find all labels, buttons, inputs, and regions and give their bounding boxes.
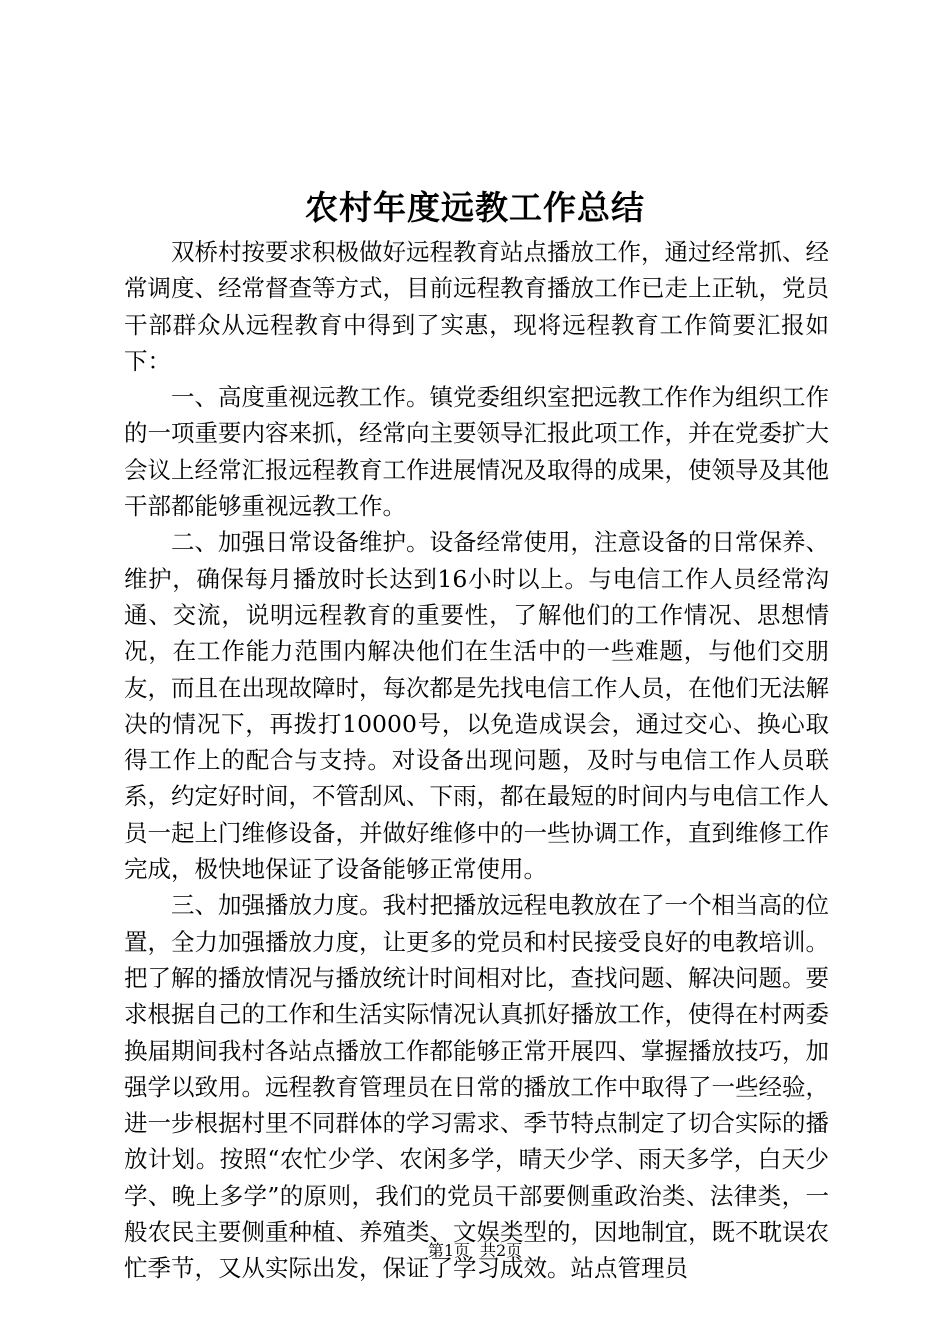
paragraph-section-1: 一、高度重视远教工作。镇党委组织室把远教工作作为组织工作的一项重要内容来抓，经常向主要领导汇报此项工作，并在党委扩大会议上经常汇报远程教育工作进展情况及取得的成果，使领导及其他干部都能够重视远教工作。 (124, 383, 829, 521)
paragraph-section-3: 三、加强播放力度。我村把播放远程电教放在了一个相当高的位置，全力加强播放力度，让更多的党员和村民接受良好的电教培训。把了解的播放情况与播放统计时间相对比，查找问题、解决问题。要求根据自己的工作和生活实际情况认真抓好播放工作，使得在村两委换届期间我村各站点播放工作都能够正常开展四、掌握播放技巧，加强学以致用。远程教育管理员在日常的播放工作中取得了一些经验，进一步根据村里不同群体的学习需求、季节特点制定了切合实际的播放计划。按照“农忙少学、农闲多学，晴天少学、雨天多学，白天少学、晚上多学”的原则，我们的党员干部要侧重政治类、法律类，一般农民主要侧重种植、养殖类、文娱类型的，因地制宜，既不耽误农忙季节，又从实际出发，保证了学习成效。站点管理员 (124, 891, 829, 1283)
page-footer (0, 1240, 950, 1262)
page-number: 第1页 (427, 1241, 470, 1260)
paragraph-section-2: 二、加强日常设备维护。设备经常使用，注意设备的日常保养、维护，确保每月播放时长达到16小时以上。与电信工作人员经常沟通、交流，说明远程教育的重要性，了解他们的工作情况、思想情况，在工作能力范围内解决他们在生活中的一些难题，与他们交朋友，而且在出现故障时，每次都是先找电信工作人员，在他们无法解决的情况下，再拨打10000号，以免造成误会，通过交心、换心取得工作上的配合与支持。对设备出现问题，及时与电信工作人员联系，约定好时间，不管刮风、下雨，都在最短的时间内与电信工作人员一起上门维修设备，并做好维修中的一些协调工作，直到维修工作完成，极快地保证了设备能够正常使用。 (124, 528, 829, 884)
paragraph-intro: 双桥村按要求积极做好远程教育站点播放工作，通过经常抓、经常调度、经常督查等方式，目前远程教育播放工作已走上正轨，党员干部群众从远程教育中得到了实惠，现将远程教育工作简要汇报如下： (124, 238, 829, 375)
document-title: 农村年度远教工作总结 (305, 188, 645, 227)
page-total: 共2页 (480, 1241, 523, 1260)
document-body (124, 234, 829, 1287)
